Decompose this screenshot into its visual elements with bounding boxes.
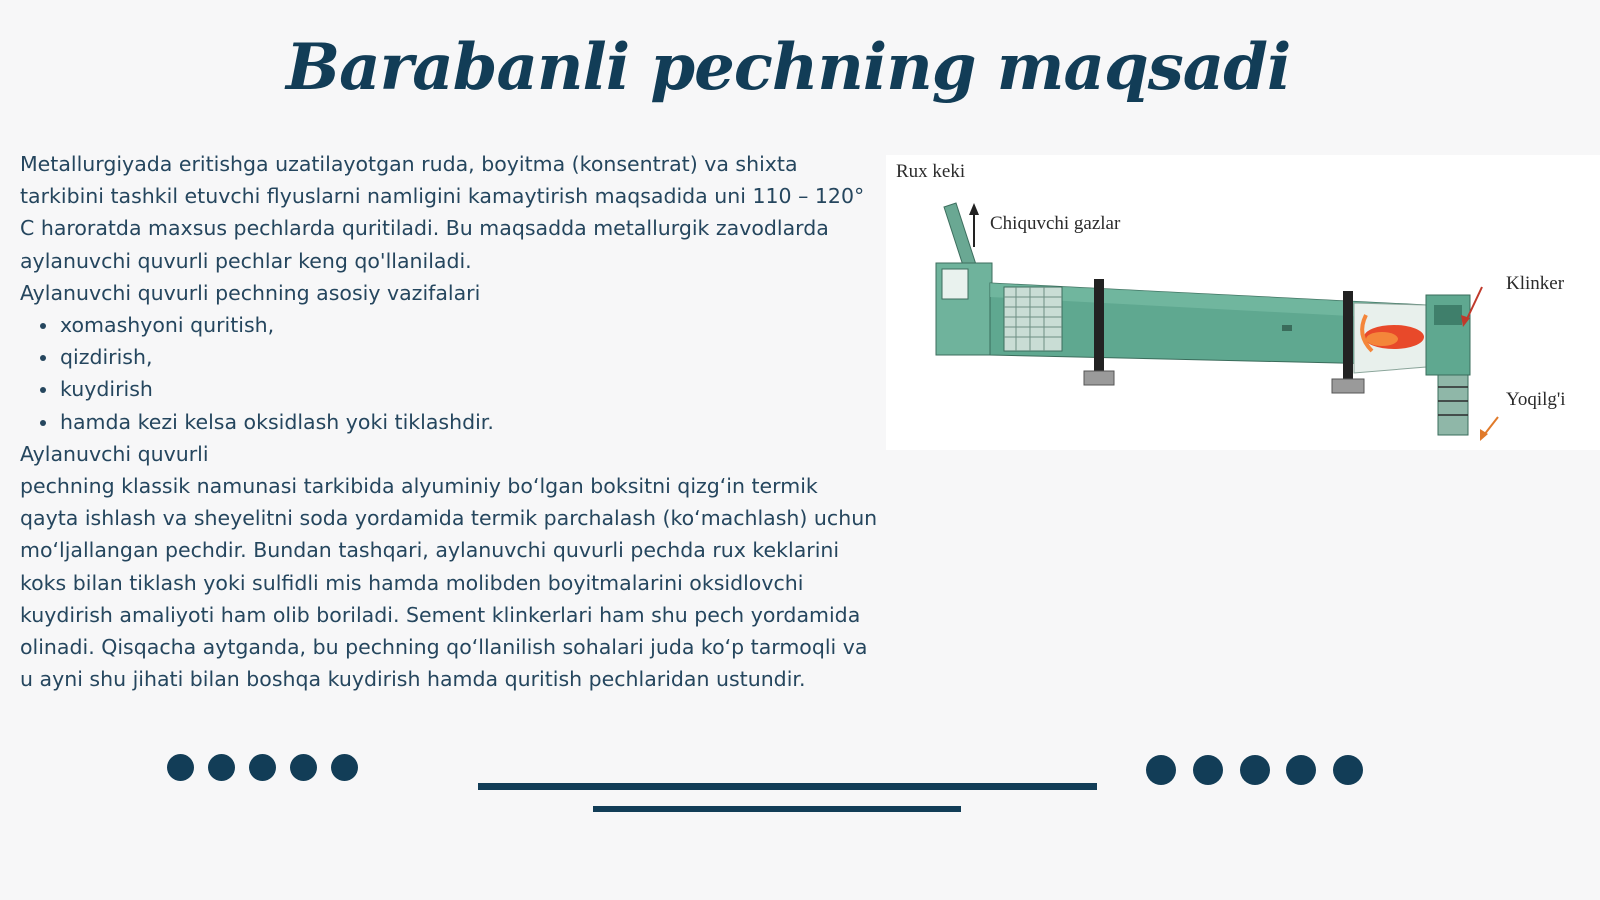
- decorative-dot: [1146, 755, 1176, 785]
- decorative-dot: [1240, 755, 1270, 785]
- fuel-label: Yoqilg'i: [1506, 389, 1566, 410]
- intro-line: C haroratda maxsus pechlarda quritiladi. Bu maqsadda metallurgik zavodlarda: [20, 216, 829, 241]
- list-heading: Aylanuvchi quvurli pechning asosiy vazifalari: [20, 280, 481, 305]
- closing-line: olinadi. Qisqacha aytganda, bu pechning qo‘llanilish sohalari juda ko‘p tarmoqli va: [20, 635, 868, 660]
- decorative-dot: [331, 754, 358, 781]
- rotary-kiln-figure: [886, 155, 1600, 450]
- closing-line: mo‘ljallangan pechdir. Bundan tashqari, aylanuvchi quvurli pechda rux keklarini: [20, 538, 840, 563]
- intro-line: aylanuvchi quvurli pechlar keng qo'llaniladi.: [20, 248, 472, 273]
- closing-line: pechning klassik namunasi tarkibida alyuminiy bo‘lgan boksitni qizg‘in termik: [20, 474, 818, 499]
- decorative-dot: [208, 754, 235, 781]
- decorative-dot: [290, 754, 317, 781]
- zinc-cake-label: Rux keki: [896, 161, 966, 182]
- intro-line: tarkibini tashkil etuvchi flyuslarni namligini kamaytirish maqsadida uni 110 – 120°: [20, 184, 865, 209]
- decorative-dot: [1286, 755, 1316, 785]
- closing-line: u ayni shu jihati bilan boshqa kuydirish hamda quritish pechlaridan ustundir.: [20, 667, 806, 692]
- clinker-label: Klinker: [1506, 273, 1565, 294]
- intro-line: Metallurgiyada eritishga uzatilayotgan ruda, boyitma (konsentrat) va shixta: [20, 152, 798, 176]
- decorative-line: [478, 783, 1097, 790]
- closing-line: qayta ishlash va sheyelitni soda yordamida termik parchalash (ko‘machlash) uchun: [20, 506, 878, 531]
- list-item: xomashyoni quritish,: [60, 309, 920, 341]
- closing-line: koks bilan tiklash yoki sulfidli mis hamda molibden boyitmalarini oksidlovchi: [20, 570, 804, 595]
- decorative-dot: [1193, 755, 1223, 785]
- body-text: [20, 148, 920, 695]
- decorative-dot: [167, 754, 194, 781]
- list-item: hamda kezi kelsa oksidlash yoki tiklashdir.: [60, 406, 920, 438]
- decorative-dot: [249, 754, 276, 781]
- list-item: kuydirish: [60, 373, 920, 405]
- rotary-kiln-drawing: [886, 155, 1600, 450]
- closing-line: kuydirish amaliyoti ham olib boriladi. Sement klinkerlari ham shu pech yordamida: [20, 602, 861, 627]
- functions-list: [20, 309, 920, 438]
- closing-line: Aylanuvchi quvurli: [20, 441, 209, 466]
- page-title: Barabanli pechning maqsadi: [286, 30, 1291, 105]
- decorative-dot: [1333, 755, 1363, 785]
- exhaust-gases-label: Chiquvchi gazlar: [990, 213, 1121, 234]
- list-item: qizdirish,: [60, 341, 920, 373]
- decorative-line: [593, 806, 961, 812]
